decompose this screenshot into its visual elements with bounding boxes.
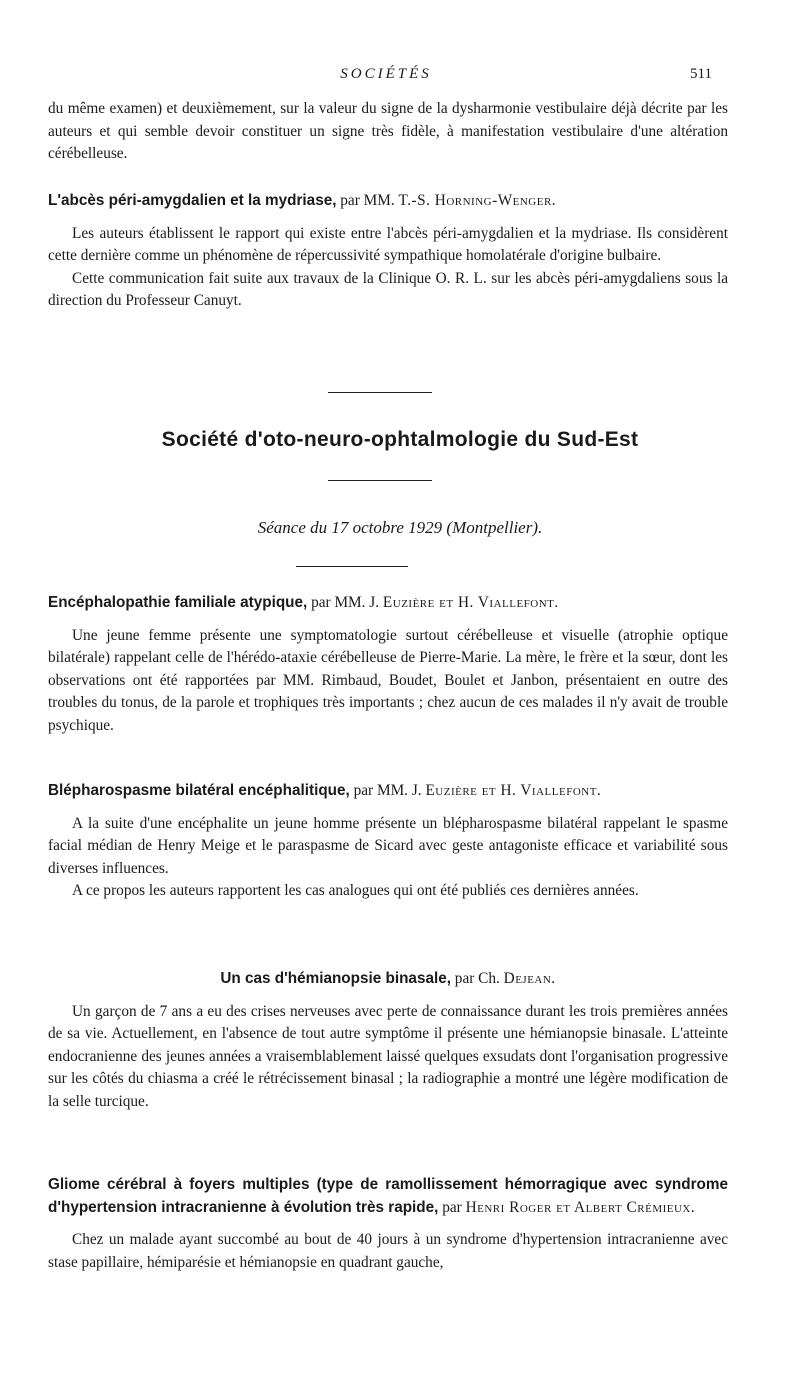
article-heading xyxy=(48,780,728,803)
article-authors: T.-S. Horning-Wenger. xyxy=(398,192,557,209)
article-title: Blépharospasme bilatéral encéphalitique, xyxy=(48,782,350,799)
article-heading xyxy=(48,968,728,991)
society-title: Société d'oto-neuro-ophtalmologie du Sud-Est xyxy=(161,428,639,451)
article-heading xyxy=(48,592,728,615)
article-paragraph: A ce propos les auteurs rapportent les cas analogues qui ont été publiés ces dernières années. xyxy=(72,882,639,899)
article-paragraph: Une jeune femme présente une symptomatologie surtout cérébelleuse et visuelle (atrophie optique bilatérale) rappelant celle de l'hérédo-ataxie cérébelleuse de Pierre-Marie. La mère, le frère et la sœur, dont les observations ont été rapportées par MM. Rimbaud, Boudet, Boulet et Janbon, présentaient en outre des troubles du tonus, de la parole et trophiques très importants ; chez aucun de ces malades il n'y avait de trouble psychique. xyxy=(48,626,728,734)
seance-line: Séance du 17 octobre 1929 (Montpellier). xyxy=(257,518,543,537)
page-header xyxy=(60,62,712,88)
intro-paragraph: du même examen) et deuxièmement, sur la valeur du signe de la dysharmonie vestibulaire déjà décrite par les auteurs et qui semble devoir constituer un signe très fidèle, à manifestation vestibulaire d'une altération cérébelleuse. xyxy=(48,100,728,162)
authors-prefix: par MM. xyxy=(336,192,399,209)
article-title: L'abcès péri-amygdalien et la mydriase, xyxy=(48,192,337,209)
article-authors: Euzière et H. Viallefont. xyxy=(382,594,559,611)
section-divider xyxy=(296,566,408,567)
article-paragraph: Les auteurs établissent le rapport qui existe entre l'abcès péri-amygdalien et la mydriase. Ils considèrent cette dernière comme un phénomène de répercussivité sympathique homolatérale d'origine bulbaire. xyxy=(48,224,728,264)
article-heading xyxy=(48,1174,728,1219)
article-heading xyxy=(48,190,728,213)
article-title: Un cas d'hémianopsie binasale, xyxy=(220,970,451,987)
article-paragraph: A la suite d'une encéphalite un jeune homme présente un blépharospasme bilatéral rappelant le spasme facial médian de Henry Meige et le paraspasme de Sicard avec geste antagoniste efficace et variabilité sous diverses influences. xyxy=(48,814,728,877)
intro-section xyxy=(48,98,728,166)
article-authors: Euzière et H. Viallefont. xyxy=(425,782,602,799)
article-encephalopathie xyxy=(48,592,728,737)
article-paragraph: Chez un malade ayant succombé au bout de 40 jours à un syndrome d'hypertension intracranienne avec stase papillaire, hémiparésie et hémianopsie en quadrant gauche, xyxy=(48,1231,728,1271)
article-title: Gliome cérébral à foyers multiples (type de ramollissement hémorragique avec syndrome d'hypertension intracranienne à évolution très rapide, xyxy=(48,1176,728,1216)
article-paragraph: Cette communication fait suite aux travaux de la Clinique O. R. L. sur les abcès péri-amygdaliens sous la direction du Professeur Canuyt. xyxy=(48,269,728,309)
authors-prefix: par MM. J. xyxy=(307,594,383,611)
article-authors: Henri Roger et Albert Crémieux. xyxy=(465,1198,696,1216)
article-abces xyxy=(48,190,728,313)
article-authors: Dejean. xyxy=(503,970,556,987)
article-paragraph: Un garçon de 7 ans a eu des crises nerveuses avec perte de connaissance durant les trois premières années de sa vie. Actuellement, en l'absence de tout autre symptôme il présente une hémianopsie binasale. L'atteinte endocranienne des jeunes années a vraisemblablement laissé quelques exsudats dont l'organisation progressive sur les côtés du chiasma a créé le rétrécissement binasal ; la radiographie a montré une légère modification de la selle turcique. xyxy=(48,1002,728,1110)
article-blepharospasme xyxy=(48,780,728,903)
page-number: 511 xyxy=(690,66,712,82)
article-hemianopsie xyxy=(48,968,728,1113)
article-title: Encéphalopathie familiale atypique, xyxy=(48,594,308,611)
authors-prefix: par Ch. xyxy=(450,970,504,987)
section-divider xyxy=(328,392,432,393)
article-gliome xyxy=(48,1174,728,1274)
running-head: SOCIÉTÉS xyxy=(340,66,432,82)
authors-prefix: par MM. J. xyxy=(349,782,426,799)
section-divider xyxy=(328,480,432,481)
authors-prefix: par xyxy=(438,1198,466,1216)
